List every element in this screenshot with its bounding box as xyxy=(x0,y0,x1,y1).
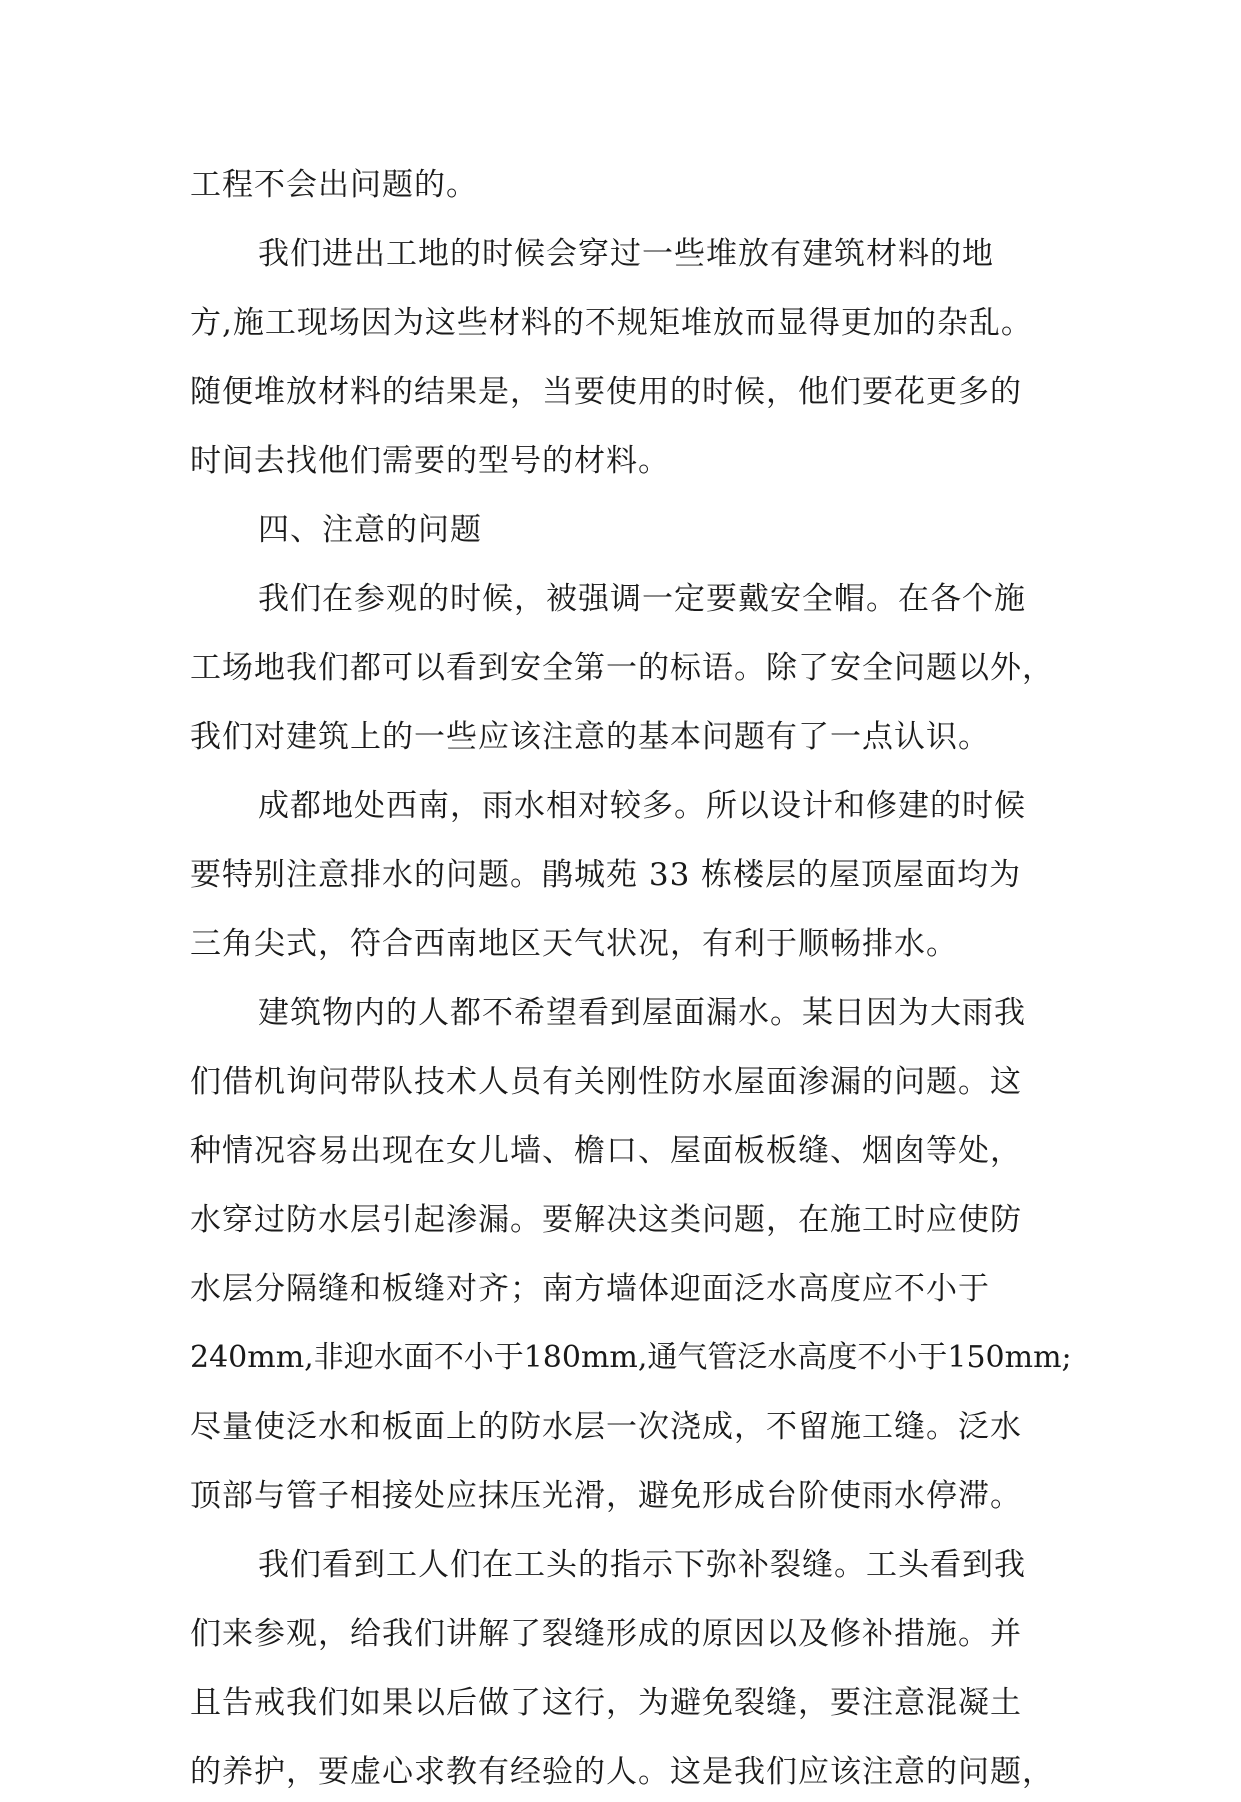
text-line: 且告戒我们如果以后做了这行，为避免裂缝，要注意混凝土 xyxy=(190,1685,1022,1721)
text-line: 240mm,非迎水面不小于180mm,通气管泛水高度不小于150mm; xyxy=(190,1340,1072,1375)
paragraph-first-line: 成都地处西南，雨水相对较多。所以设计和修建的时候 xyxy=(258,788,1026,824)
paragraph-first-line: 我们看到工人们在工头的指示下弥补裂缝。工头看到我 xyxy=(258,1547,1026,1583)
paragraph-first-line: 建筑物内的人都不希望看到屋面漏水。某日因为大雨我 xyxy=(258,995,1026,1031)
text-line: 工程不会出问题的。 xyxy=(190,167,478,203)
text-line: 我们对建筑上的一些应该注意的基本问题有了一点认识。 xyxy=(190,719,990,755)
text-line: 尽量使泛水和板面上的防水层一次浇成，不留施工缝。泛水 xyxy=(190,1409,1022,1445)
text-line: 方,施工现场因为这些材料的不规矩堆放而显得更加的杂乱。 xyxy=(190,305,1033,341)
text-line: 三角尖式，符合西南地区天气状况，有利于顺畅排水。 xyxy=(190,926,958,962)
text-line: 种情况容易出现在女儿墙、檐口、屋面板板缝、烟囱等处， xyxy=(190,1133,1022,1169)
text-line: 水层分隔缝和板缝对齐；南方墙体迎面泛水高度应不小于 xyxy=(190,1271,990,1307)
text-line: 们借机询问带队技术人员有关刚性防水屋面渗漏的问题。这 xyxy=(190,1064,1022,1100)
text-line: 要特别注意排水的问题。鹃城苑 33 栋楼层的屋顶屋面均为 xyxy=(190,857,1022,893)
section-heading: 四、注意的问题 xyxy=(258,512,482,548)
text-line: 顶部与管子相接处应抹压光滑，避免形成台阶使雨水停滞。 xyxy=(190,1478,1022,1514)
text-line: 的养护，要虚心求教有经验的人。这是我们应该注意的问题， xyxy=(190,1754,1054,1790)
text-line: 水穿过防水层引起渗漏。要解决这类问题，在施工时应使防 xyxy=(190,1202,1022,1238)
text-line: 工场地我们都可以看到安全第一的标语。除了安全问题以外， xyxy=(190,650,1054,686)
paragraph-first-line: 我们进出工地的时候会穿过一些堆放有建筑材料的地 xyxy=(258,236,994,272)
paragraph-first-line: 我们在参观的时候，被强调一定要戴安全帽。在各个施 xyxy=(258,581,1026,617)
text-line: 们来参观，给我们讲解了裂缝形成的原因以及修补措施。并 xyxy=(190,1616,1022,1652)
text-line: 随便堆放材料的结果是，当要使用的时候，他们要花更多的 xyxy=(190,374,1022,410)
text-line: 时间去找他们需要的型号的材料。 xyxy=(190,443,670,479)
